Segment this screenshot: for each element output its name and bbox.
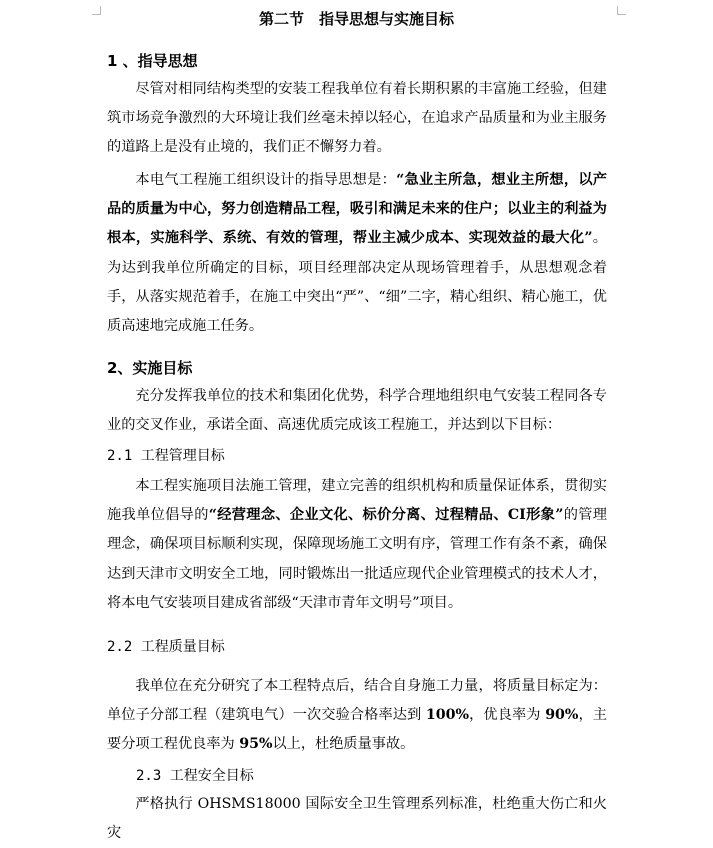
text-rest: 。为达到我单位所确定的目标，项目经理部决定从现场管理着手，从思想观念着手，从落实规范着手，在施工中突出“严”、“细”二字，精心组织、精心施工，优质高速地完成施工任务。 — [107, 230, 607, 335]
paragraph-text — [107, 672, 607, 760]
text-emphasis-motto: “急业主所急，想业主所想，以产品的质量为中心，努力创造精品工程，吸引和满足未来的住户；以业主的利益为根本，实施科学、系统、有效的管理，帮业主减少成本、实现效益的最大化” — [107, 172, 607, 247]
paragraph-quality-goal — [107, 672, 607, 760]
heading-quality-goal: 2.2 工程质量目标 — [107, 639, 225, 655]
paragraph-text — [107, 166, 607, 341]
text-part: 我单位在充分研究了本工程特点后，结合自身施工力量，将质量目标定为：单位子分部工程（建筑电气）一次交验合格率达到 — [107, 678, 607, 724]
paragraph-text: 尽管对相同结构类型的安装工程我单位有着长期积累的丰富施工经验，但建筑市场竞争激烈的大环境让我们丝毫未掉以轻心，在追求产品质量和为业主服务的道路上是没有止境的，我们正不懈努力着。 — [107, 81, 607, 156]
heading-implementation-goals: 2、实施目标 — [107, 359, 193, 377]
paragraph-safety-goal — [107, 790, 607, 848]
text-part: 以上，杜绝质量事故。 — [272, 736, 415, 753]
paragraph-goals-intro — [107, 382, 607, 440]
section-title: 第二节 指导思想与实施目标 — [258, 10, 454, 28]
text-emphasis-concepts: “经营理念、企业文化、标价分离、过程精品、CI形象” — [208, 507, 564, 524]
paragraph-guiding-1 — [107, 75, 607, 163]
heading-management-goal: 2.1 工程管理目标 — [107, 448, 225, 464]
paragraph-guiding-2 — [107, 166, 607, 341]
text-rate-excellent: 90% — [545, 707, 579, 724]
text-lead: 本电气工程施工组织设计的指导思想是： — [135, 172, 397, 188]
paragraph-text: 严格执行 OHSMS18000 国际安全卫生管理系列标准，杜绝重大伤亡和火灾 — [107, 796, 607, 842]
paragraph-management-goal — [107, 472, 607, 618]
text-rate-pass: 100% — [425, 707, 470, 724]
text-lead: 本工程实施项目法施工管理，建立完善的组织机构和质量保证体系，贯彻实施我单位倡导的 — [107, 478, 607, 524]
paragraph-text: 充分发挥我单位的技术和集团化优势，科学合理地组织电气安装工程同各专业的交叉作业，承诺全面、高速优质完成该工程施工，并达到以下目标： — [107, 388, 607, 434]
text-part: ，优良率为 — [469, 707, 546, 724]
text-rest: 的管理理念，确保项目标顺利实现，保障现场施工文明有序，管理工作有条不紊，确保达到天津市文明安全工地，同时锻炼出一批适应现代企业管理模式的技术人才，将本电气安装项目建成省部级“天津市青年文明号”项目。 — [107, 507, 607, 611]
paragraph-text — [107, 472, 607, 618]
text-part: ，主要分项工程优良率为 — [107, 707, 607, 753]
heading-guiding-ideology: 1 、指导思想 — [107, 52, 198, 70]
heading-safety-goal: 2.3 工程安全目标 — [136, 768, 254, 784]
text-rate-subitem: 95% — [239, 736, 273, 753]
